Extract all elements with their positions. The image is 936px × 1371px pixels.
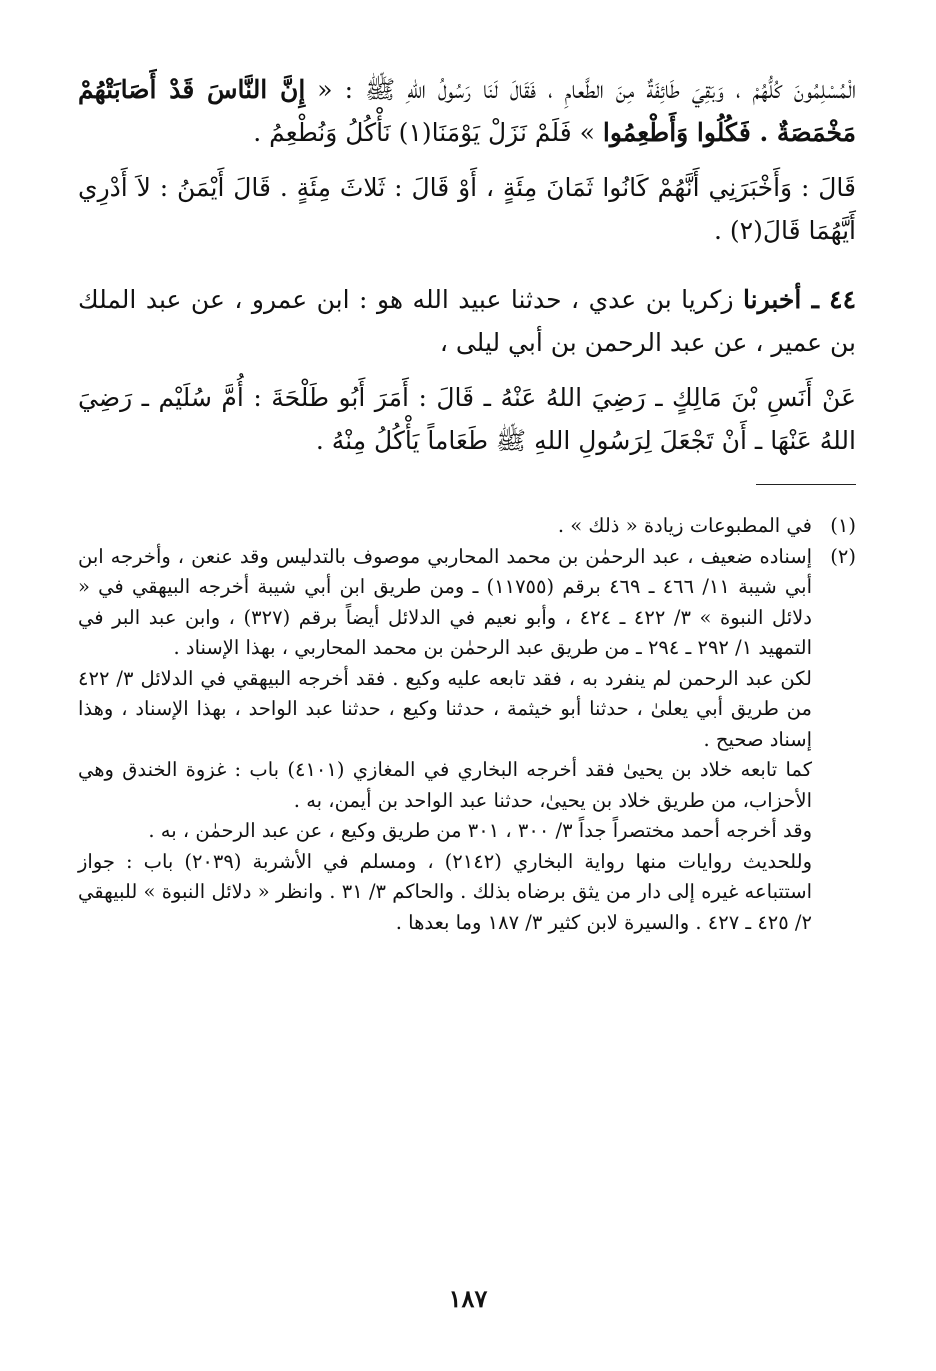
paragraph-2: قَالَ : وَأَخْبَرَنِي أَنَّهُمْ كَانُوا ثَمَانَ مِئَةٍ ، أَوْ قَالَ : ثَلاثَ مِئَةٍ . قَالَ أَيْمَنُ : لاَ أَدْرِي أَيَّهُمَا قَالَ(٢) . bbox=[78, 173, 856, 245]
page-number: ١٨٧ bbox=[448, 1284, 488, 1313]
paragraph-1-text-b: » فَلَمْ نَزَلْ يَوْمَنَا(١) نَأْكُلُ وَنُطْعِمُ . bbox=[253, 118, 603, 147]
footnote-number: (١) bbox=[830, 514, 856, 537]
hadith-44-isnad-text: زكريا بن عدي ، حدثنا عبيد الله هو : ابن عمرو ، عن عبد الملك بن عمير ، عن عبد الرحمن بن أبي ليلى ، bbox=[78, 285, 856, 357]
footnote-line: وقد أخرجه أحمد مختصراً جداً ٣/ ٣٠٠ ، ٣٠١ من طريق وكيع ، عن عبد الرحمٰن ، به . bbox=[148, 819, 812, 842]
footnote-2 bbox=[78, 542, 856, 939]
hadith-44-isnad bbox=[78, 278, 856, 364]
footnote-line: في المطبوعات زيادة « ذلك » . bbox=[557, 514, 812, 537]
footnote-line: وللحديث روايات منها رواية البخاري (٢١٤٢) ، ومسلم في الأشربة (٢٠٣٩) باب : جواز استتباعه غيره إلى دار من يثق برضاه بذلك . والحاكم ٣/ ٣١ . وانظر « دلائل النبوة » للبيهقي ٢/ ٤٢٥ ـ ٤٢٧ . والسيرة لابن كثير ٣/ ١٨٧ وما بعدها . bbox=[78, 849, 812, 934]
main-text bbox=[78, 68, 856, 462]
hadith-44-heading: ٤٤ ـ أخبرنا bbox=[743, 285, 856, 314]
footnote-number: (٢) bbox=[830, 544, 856, 568]
hadith-quote-bold: إِنَّ النَّاسَ قَدْ أَصَابَتْهُمْ مَخْمَصَةٌ . فَكُلُوا وَأَطْعِمُوا bbox=[78, 75, 856, 147]
footnote-1 bbox=[78, 511, 856, 542]
paragraph-1 bbox=[78, 68, 856, 154]
paragraph-1-text-a: الْمُسْلِمُونَ كُلُّهُمْ ، وَبَقِيَ طَائِفَةٌ مِنَ الطَّعامِ ، فَقَالَ لَنَا رَسُولُ اللهِ ﷺ : « bbox=[305, 75, 856, 104]
footnote-body bbox=[78, 511, 812, 542]
footnote-body bbox=[78, 542, 812, 939]
footnote-line: كما تابعه خلاد بن يحيىٰ فقد أخرجه البخاري في المغازي (٤١٠١) باب : غزوة الخندق وهي الأحزاب، من طريق خلاد بن يحيىٰ، حدثنا عبد الواحد بن أيمن، به . bbox=[78, 758, 812, 812]
hadith-44-matn: عَنْ أَنَسِ بْنَ مَالِكٍ ـ رَضِيَ اللهُ عَنْهُ ـ قَالَ : أَمَرَ أَبُو طَلْحَةَ : أُمَّ سُلَيْم ـ رَضِيَ اللهُ عَنْهَا ـ أَنْ تَجْعَلَ لِرَسُولِ اللهِ ﷺ طَعَاماً يَأْكُلُ مِنْهُ . bbox=[78, 383, 856, 455]
footnote-line: لكن عبد الرحمن لم ينفرد به ، فقد تابعه عليه وكيع . فقد أخرجه البيهقي في الدلائل ٣/ ٤٢٢ من طريق أبي يعلىٰ ، حدثنا أبو خيثمة ، حدثنا وكيع ، حدثنا عبد الواحد ، بهذا الإسناد ، وهذا إسناد صحيح . bbox=[78, 666, 812, 751]
footnote-line: إسناده ضعيف ، عبد الرحمٰن بن محمد المحاربي موصوف بالتدليس وقد عنعن ، وأخرجه ابن أبي شيبة ١١/ ٤٦٦ ـ ٤٦٩ برقم (١١٧٥٥) ـ ومن طريق ابن أبي شيبة أخرجه البيهقي في « دلائل النبوة » ٣/ ٤٢٢ ـ ٤٢٤ ، وأبو نعيم في الدلائل أيضاً برقم (٣٢٧) ، وابن عبد البر في التمهيد ١/ ٢٩٢ ـ ٢٩٤ ـ من طريق عبد الرحمٰن بن محمد المحاربي ، بهذا الإسناد . bbox=[78, 544, 812, 659]
footnotes bbox=[78, 511, 856, 938]
footnote-divider bbox=[756, 484, 856, 485]
